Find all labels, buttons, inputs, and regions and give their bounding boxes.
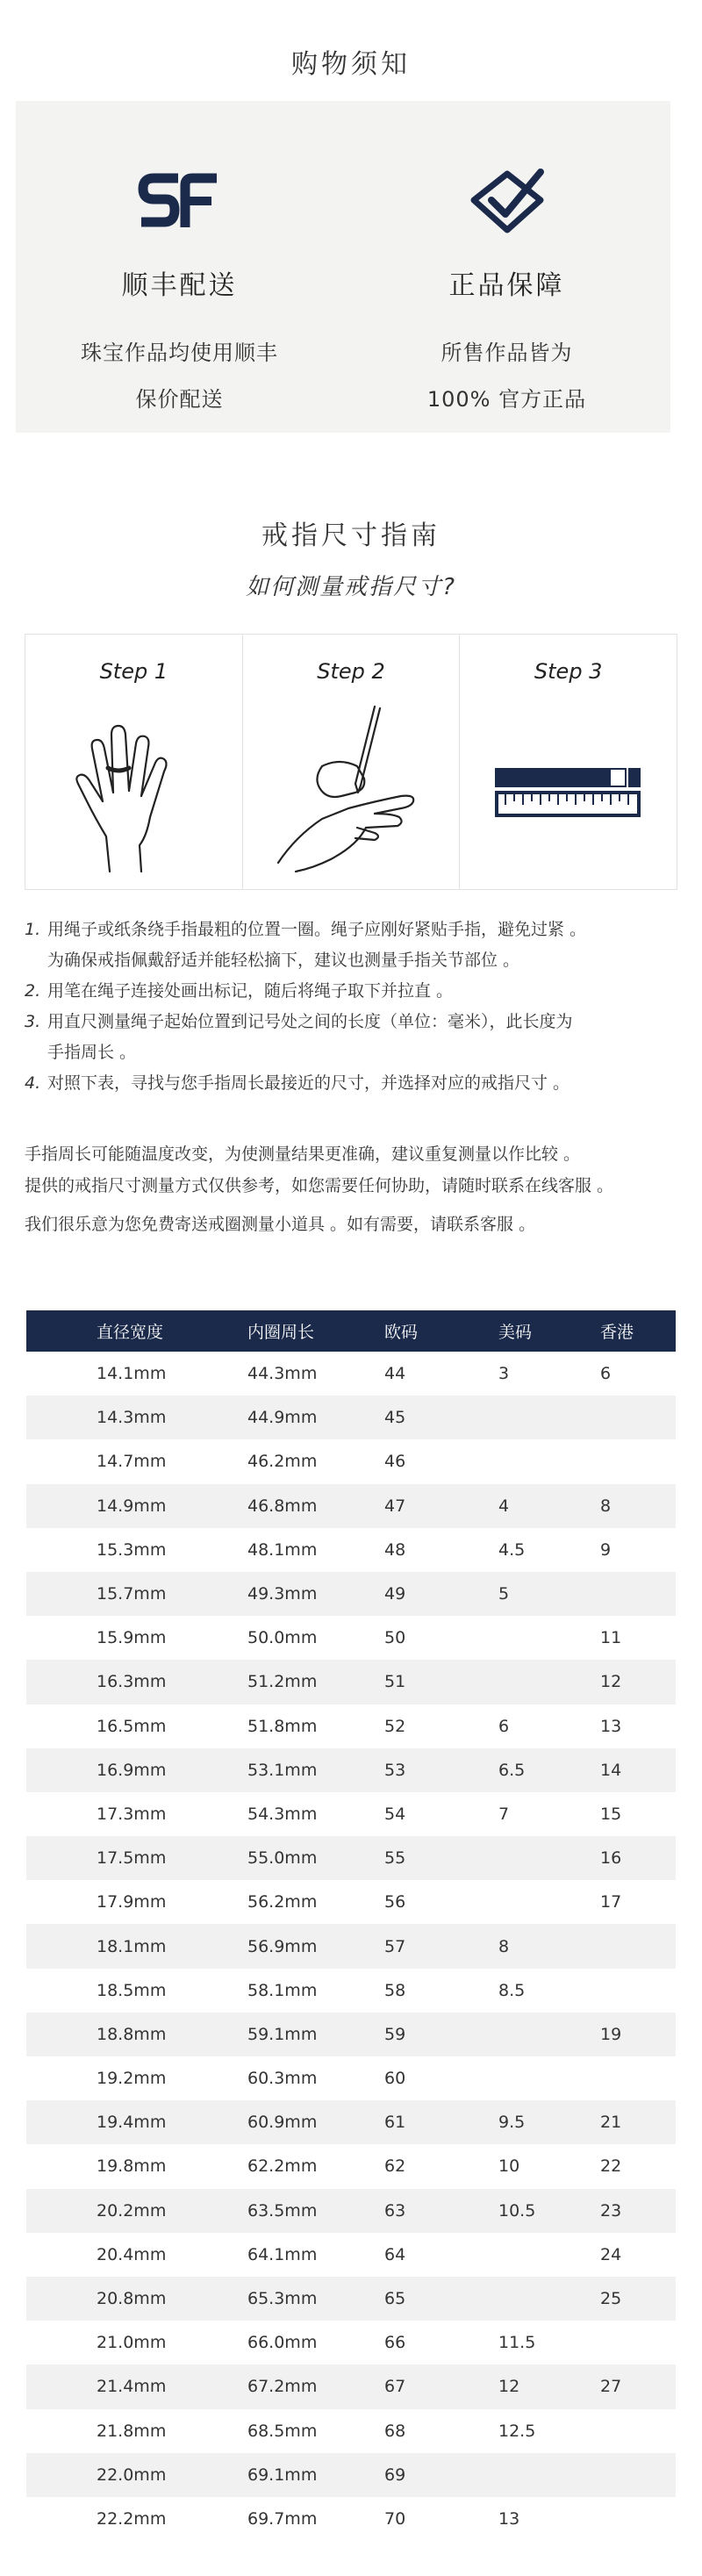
cell-diameter: 16.3mm	[26, 1660, 230, 1704]
cell-hk: 15	[588, 1792, 676, 1836]
cell-us: 3	[491, 1352, 588, 1396]
cell-eu: 49	[377, 1572, 491, 1616]
steps-panel	[25, 634, 677, 890]
instruction-list	[25, 915, 677, 1099]
step-2	[243, 635, 461, 889]
cell-diameter: 16.9mm	[26, 1748, 230, 1792]
cell-diameter: 14.3mm	[26, 1396, 230, 1439]
cell-us: 13	[491, 2497, 588, 2541]
cell-eu: 67	[377, 2364, 491, 2408]
cell-hk	[588, 1572, 676, 1616]
step-3-label: Step 3	[534, 659, 603, 684]
cell-hk: 16	[588, 1836, 676, 1880]
cell-circumference: 44.9mm	[230, 1396, 377, 1439]
table-row	[26, 1924, 676, 1968]
cell-circumference: 46.2mm	[230, 1439, 377, 1483]
cell-diameter: 19.4mm	[26, 2100, 230, 2144]
instruction-number: 2.	[25, 981, 41, 1001]
cell-circumference: 63.5mm	[230, 2189, 377, 2233]
cell-hk	[588, 2409, 676, 2453]
table-row	[26, 1792, 676, 1836]
cell-circumference: 50.0mm	[230, 1616, 377, 1660]
cell-eu: 51	[377, 1660, 491, 1704]
step-1	[25, 635, 243, 889]
cell-diameter: 18.5mm	[26, 1969, 230, 2013]
instruction-item	[25, 976, 677, 1007]
cell-eu: 52	[377, 1704, 491, 1748]
cell-diameter: 17.5mm	[26, 1836, 230, 1880]
instruction-number: 1.	[25, 920, 41, 939]
ruler-icon	[460, 705, 677, 880]
cell-diameter: 19.8mm	[26, 2144, 230, 2188]
instruction-text: 对照下表，寻找与您手指周长最接近的尺寸，并选择对应的戒指尺寸 。	[47, 1073, 570, 1093]
cell-hk: 17	[588, 1880, 676, 1924]
instruction-text: 用绳子或纸条绕手指最粗的位置一圈。绳子应刚好紧贴手指，避免过紧 。	[47, 920, 587, 939]
cell-diameter: 22.0mm	[26, 2453, 230, 2497]
note-line: 提供的戒指尺寸测量方式仅供参考，如您需要任何协助，请随时联系在线客服 。	[25, 1176, 614, 1195]
cell-eu: 50	[377, 1616, 491, 1660]
cell-us	[491, 1396, 588, 1439]
cell-hk: 9	[588, 1528, 676, 1572]
cell-hk: 21	[588, 2100, 676, 2144]
table-row	[26, 1484, 676, 1528]
cell-us: 8	[491, 1924, 588, 1968]
authenticity-desc-2: 100% 官方正品	[426, 387, 587, 412]
cell-us	[491, 1660, 588, 1704]
table-row	[26, 2144, 676, 2188]
cell-diameter: 21.0mm	[26, 2321, 230, 2364]
cell-eu: 65	[377, 2277, 491, 2321]
cell-circumference: 64.1mm	[230, 2233, 377, 2277]
cell-hk: 25	[588, 2277, 676, 2321]
col-header-us: 美码	[491, 1310, 588, 1352]
cell-us	[491, 2056, 588, 2100]
cell-eu: 54	[377, 1792, 491, 1836]
table-row	[26, 1880, 676, 1924]
cell-circumference: 62.2mm	[230, 2144, 377, 2188]
cell-hk: 12	[588, 1660, 676, 1704]
table-row	[26, 2100, 676, 2144]
table-row	[26, 2233, 676, 2277]
cell-eu: 69	[377, 2453, 491, 2497]
cell-circumference: 51.2mm	[230, 1660, 377, 1704]
table-row	[26, 1704, 676, 1748]
table-row	[26, 2277, 676, 2321]
cell-hk	[588, 2497, 676, 2541]
cell-diameter: 21.8mm	[26, 2409, 230, 2453]
cell-eu: 68	[377, 2409, 491, 2453]
cell-circumference: 60.9mm	[230, 2100, 377, 2144]
shipping-heading: 顺丰配送	[121, 270, 238, 301]
table-row	[26, 1616, 676, 1660]
instruction-item	[25, 1007, 677, 1068]
cell-eu: 46	[377, 1439, 491, 1483]
col-header-circumference: 内圈周长	[230, 1310, 377, 1352]
cell-hk	[588, 2453, 676, 2497]
col-header-diameter: 直径宽度	[26, 1310, 230, 1352]
shipping-desc-1: 珠宝作品均使用顺丰	[81, 341, 278, 365]
cell-diameter: 18.8mm	[26, 2013, 230, 2056]
cell-hk: 23	[588, 2189, 676, 2233]
instruction-text: 用笔在绳子连接处画出标记，随后将绳子取下并拉直 。	[47, 981, 454, 1001]
cell-circumference: 55.0mm	[230, 1836, 377, 1880]
cell-eu: 56	[377, 1880, 491, 1924]
cell-circumference: 68.5mm	[230, 2409, 377, 2453]
table-row	[26, 1352, 676, 1396]
cell-diameter: 22.2mm	[26, 2497, 230, 2541]
cell-circumference: 56.2mm	[230, 1880, 377, 1924]
cell-diameter: 20.2mm	[26, 2189, 230, 2233]
table-row	[26, 2013, 676, 2056]
instruction-continuation: 为确保戒指佩戴舒适并能轻松摘下，建议也测量手指关节部位 。	[47, 951, 520, 970]
cell-us	[491, 2233, 588, 2277]
table-row	[26, 1528, 676, 1572]
table-row	[26, 2409, 676, 2453]
ring-size-table	[26, 1310, 676, 2541]
col-header-hk: 香港	[588, 1310, 676, 1352]
cell-hk	[588, 2056, 676, 2100]
cell-diameter: 17.3mm	[26, 1792, 230, 1836]
col-header-eu: 欧码	[377, 1310, 491, 1352]
instruction-number: 4.	[25, 1073, 41, 1093]
table-row	[26, 1660, 676, 1704]
notice-panel	[16, 101, 670, 433]
table-row	[26, 1748, 676, 1792]
cell-diameter: 14.1mm	[26, 1352, 230, 1396]
cell-hk	[588, 1396, 676, 1439]
cell-eu: 59	[377, 2013, 491, 2056]
cell-eu: 66	[377, 2321, 491, 2364]
cell-eu: 70	[377, 2497, 491, 2541]
cell-us: 4.5	[491, 1528, 588, 1572]
step-1-label: Step 1	[99, 659, 168, 684]
measurement-notes	[25, 1138, 691, 1202]
cell-circumference: 54.3mm	[230, 1792, 377, 1836]
table-row	[26, 2056, 676, 2100]
hand-measure-icon	[25, 705, 242, 880]
cell-us: 11.5	[491, 2321, 588, 2364]
cell-us	[491, 1439, 588, 1483]
cell-us: 10	[491, 2144, 588, 2188]
cell-circumference: 46.8mm	[230, 1484, 377, 1528]
step-3	[460, 635, 677, 889]
cell-us: 12	[491, 2364, 588, 2408]
step-2-label: Step 2	[317, 659, 385, 684]
cell-eu: 57	[377, 1924, 491, 1968]
cell-eu: 63	[377, 2189, 491, 2233]
cell-diameter: 15.7mm	[26, 1572, 230, 1616]
cell-us	[491, 2277, 588, 2321]
cell-hk: 6	[588, 1352, 676, 1396]
cell-circumference: 53.1mm	[230, 1748, 377, 1792]
table-row	[26, 1439, 676, 1483]
cell-circumference: 67.2mm	[230, 2364, 377, 2408]
cell-circumference: 56.9mm	[230, 1924, 377, 1968]
cell-eu: 45	[377, 1396, 491, 1439]
cell-us	[491, 1880, 588, 1924]
cell-eu: 61	[377, 2100, 491, 2144]
authenticity-heading: 正品保障	[448, 270, 565, 301]
cell-circumference: 49.3mm	[230, 1572, 377, 1616]
authenticity-feature	[343, 101, 670, 433]
cell-circumference: 60.3mm	[230, 2056, 377, 2100]
cell-diameter: 17.9mm	[26, 1880, 230, 1924]
table-row	[26, 2453, 676, 2497]
shipping-desc-2: 保价配送	[135, 387, 224, 412]
cell-eu: 60	[377, 2056, 491, 2100]
cell-diameter: 18.1mm	[26, 1924, 230, 1968]
cell-circumference: 69.7mm	[230, 2497, 377, 2541]
cell-us: 6	[491, 1704, 588, 1748]
cell-eu: 44	[377, 1352, 491, 1396]
cell-hk	[588, 1924, 676, 1968]
cell-hk: 8	[588, 1484, 676, 1528]
cell-eu: 58	[377, 1969, 491, 2013]
cell-circumference: 58.1mm	[230, 1969, 377, 2013]
cell-circumference: 59.1mm	[230, 2013, 377, 2056]
cell-diameter: 20.4mm	[26, 2233, 230, 2277]
authenticity-desc-1: 所售作品皆为	[441, 341, 573, 365]
sf-express-logo	[136, 164, 224, 239]
shipping-feature	[16, 101, 343, 433]
cell-us: 9.5	[491, 2100, 588, 2144]
cell-hk: 13	[588, 1704, 676, 1748]
cell-diameter: 15.9mm	[26, 1616, 230, 1660]
cell-eu: 53	[377, 1748, 491, 1792]
cell-circumference: 69.1mm	[230, 2453, 377, 2497]
cell-hk: 11	[588, 1616, 676, 1660]
cell-us	[491, 2013, 588, 2056]
instruction-text: 用直尺测量绳子起始位置到记号处之间的长度（单位：毫米），此长度为	[47, 1012, 573, 1031]
cell-eu: 62	[377, 2144, 491, 2188]
cell-hk: 24	[588, 2233, 676, 2277]
cell-circumference: 51.8mm	[230, 1704, 377, 1748]
cell-hk	[588, 2321, 676, 2364]
cell-hk: 22	[588, 2144, 676, 2188]
check-shield-icon	[463, 164, 551, 239]
cell-diameter: 16.5mm	[26, 1704, 230, 1748]
cell-hk	[588, 1439, 676, 1483]
cell-us: 6.5	[491, 1748, 588, 1792]
table-row	[26, 2364, 676, 2408]
cell-circumference: 66.0mm	[230, 2321, 377, 2364]
cell-diameter: 15.3mm	[26, 1528, 230, 1572]
table-row	[26, 2189, 676, 2233]
table-row	[26, 1396, 676, 1439]
table-header-row	[26, 1310, 676, 1352]
note-line: 手指周长可能随温度改变，为使测量结果更准确，建议重复测量以作比较 。	[25, 1144, 581, 1164]
cell-diameter: 20.8mm	[26, 2277, 230, 2321]
hand-pen-icon	[243, 705, 460, 880]
cell-us: 5	[491, 1572, 588, 1616]
table-row	[26, 1969, 676, 2013]
cell-hk: 19	[588, 2013, 676, 2056]
cell-us: 12.5	[491, 2409, 588, 2453]
instruction-item	[25, 915, 677, 976]
cell-circumference: 65.3mm	[230, 2277, 377, 2321]
cell-eu: 47	[377, 1484, 491, 1528]
instruction-number: 3.	[25, 1012, 41, 1031]
table-row	[26, 1836, 676, 1880]
cell-us	[491, 1616, 588, 1660]
cell-diameter: 21.4mm	[26, 2364, 230, 2408]
cell-us	[491, 2453, 588, 2497]
cell-eu: 55	[377, 1836, 491, 1880]
guide-title: 戒指尺寸指南	[261, 520, 441, 551]
instruction-item	[25, 1068, 677, 1099]
table-row	[26, 2321, 676, 2364]
table-row	[26, 2497, 676, 2541]
cell-circumference: 44.3mm	[230, 1352, 377, 1396]
cell-circumference: 48.1mm	[230, 1528, 377, 1572]
cell-diameter: 19.2mm	[26, 2056, 230, 2100]
cell-us: 7	[491, 1792, 588, 1836]
cell-eu: 48	[377, 1528, 491, 1572]
cell-eu: 64	[377, 2233, 491, 2277]
guide-subtitle: 如何测量戒指尺寸?	[246, 574, 456, 600]
cell-diameter: 14.9mm	[26, 1484, 230, 1528]
cell-hk: 14	[588, 1748, 676, 1792]
cell-us: 4	[491, 1484, 588, 1528]
free-tool-note: 我们很乐意为您免费寄送戒圈测量小道具 。如有需要，请联系客服 。	[25, 1215, 536, 1234]
instruction-continuation: 手指周长 。	[47, 1043, 137, 1062]
cell-us: 10.5	[491, 2189, 588, 2233]
cell-hk: 27	[588, 2364, 676, 2408]
cell-diameter: 14.7mm	[26, 1439, 230, 1483]
notice-title: 购物须知	[291, 49, 411, 80]
cell-us: 8.5	[491, 1969, 588, 2013]
cell-hk	[588, 1969, 676, 2013]
table-row	[26, 1572, 676, 1616]
cell-us	[491, 1836, 588, 1880]
